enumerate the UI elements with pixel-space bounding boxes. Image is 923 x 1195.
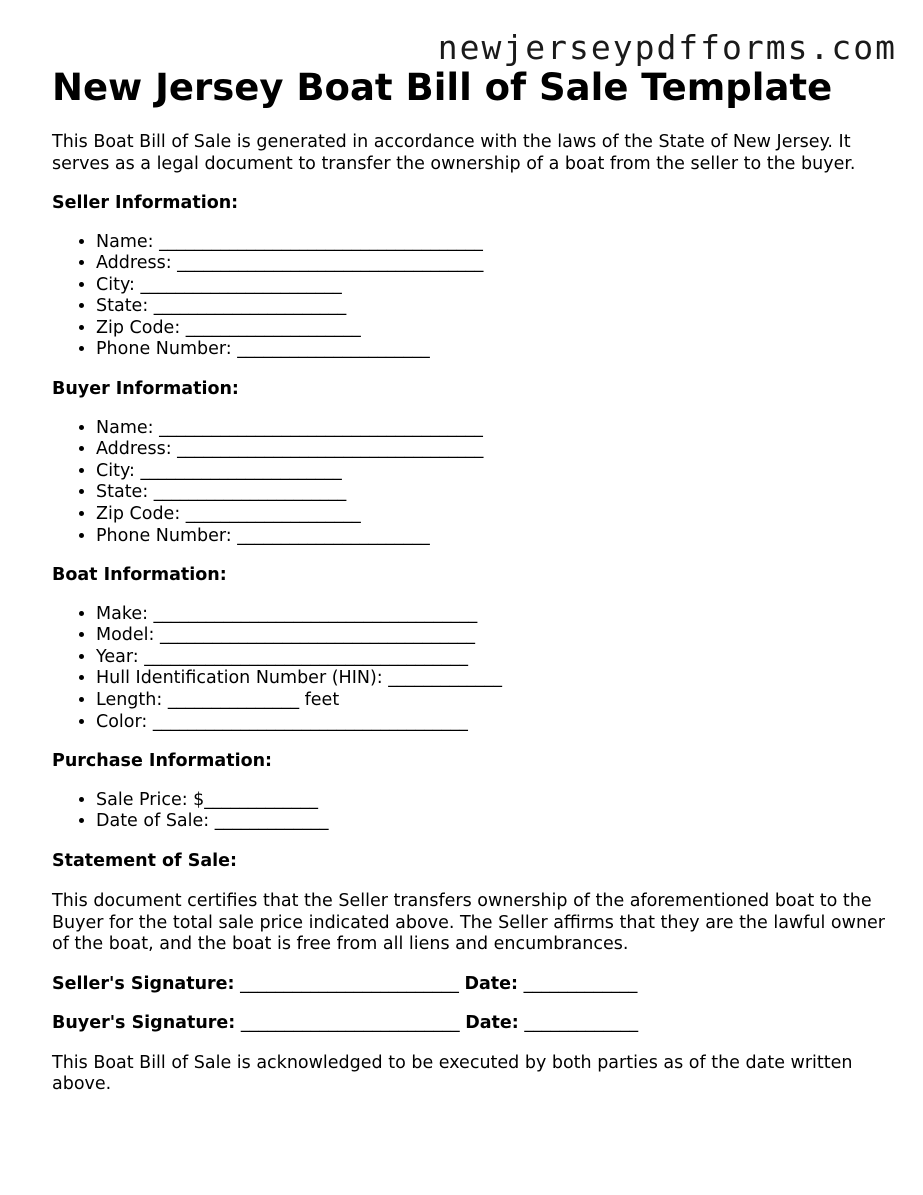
buyer-address-field[interactable]: • Address: ___________________________________	[96, 439, 892, 461]
watermark: newjerseypdfforms.com	[437, 28, 897, 67]
boat-hin-field[interactable]: • Hull Identification Number (HIN): _____________	[96, 668, 892, 690]
buyer-signature-label: Buyer's Signature:	[52, 1013, 236, 1034]
seller-city-field[interactable]: • City: _______________________	[96, 275, 892, 297]
seller-date-label: Date:	[464, 973, 519, 994]
boat-heading: Boat Information:	[52, 565, 227, 586]
seller-signature-label: Seller's Signature:	[52, 973, 235, 994]
boat-length-field[interactable]: • Length: _______________ feet	[96, 690, 892, 712]
statement-paragraph: This document certifies that the Seller transfers ownership of the aforementioned boat to the Buyer for the total sale price indicated above. The Seller affirms that they are the lawful owner of the boat, and the boat is free from all liens and encumbrances.	[52, 891, 885, 955]
boat-make-field[interactable]: • Make: _____________________________________	[96, 604, 892, 626]
boat-model-field[interactable]: • Model: ____________________________________	[96, 625, 892, 647]
statement-heading: Statement of Sale:	[52, 850, 238, 871]
boat-year-field[interactable]: • Year: _____________________________________	[96, 647, 892, 669]
buyer-heading: Buyer Information:	[52, 379, 239, 400]
seller-phone-field[interactable]: • Phone Number: ______________________	[96, 339, 892, 361]
seller-date-field[interactable]: _____________	[523, 973, 638, 994]
seller-zip-field[interactable]: • Zip Code: ____________________	[96, 318, 892, 340]
buyer-city-field[interactable]: • City: _______________________	[96, 461, 892, 483]
sale-date-field[interactable]: • Date of Sale: _____________	[96, 811, 892, 833]
intro-paragraph: This Boat Bill of Sale is generated in accordance with the laws of the State of New Jersey. It serves as a legal document to transfer the ownership of a boat from the seller to the buyer.	[52, 132, 856, 174]
seller-heading: Seller Information:	[52, 193, 239, 213]
boat-list	[52, 604, 892, 734]
buyer-signature-row	[52, 1013, 892, 1035]
buyer-date-field[interactable]: _____________	[524, 1013, 639, 1034]
closing-paragraph: This Boat Bill of Sale is acknowledged to be executed by both parties as of the date written above.	[52, 1052, 853, 1095]
seller-state-field[interactable]: • State: ______________________	[96, 296, 892, 318]
buyer-list	[52, 418, 892, 548]
buyer-state-field[interactable]: • State: ______________________	[96, 482, 892, 504]
purchase-heading: Purchase Information:	[52, 751, 273, 772]
buyer-phone-field[interactable]: • Phone Number: ______________________	[96, 526, 892, 548]
seller-signature-field[interactable]: _________________________	[240, 973, 459, 994]
buyer-signature-field[interactable]: _________________________	[240, 1013, 460, 1034]
seller-signature-row	[52, 974, 892, 996]
seller-list	[52, 232, 892, 362]
page-title: New Jersey Boat Bill of Sale Template	[52, 66, 833, 109]
document-page	[52, 64, 892, 1096]
boat-color-field[interactable]: • Color: ____________________________________	[96, 712, 892, 734]
seller-address-field[interactable]: • Address: ___________________________________	[96, 253, 892, 275]
buyer-date-label: Date:	[465, 1013, 519, 1034]
seller-name-field[interactable]: • Name: _____________________________________	[96, 232, 892, 254]
purchase-list	[52, 790, 892, 833]
buyer-name-field[interactable]: • Name: _____________________________________	[96, 418, 892, 440]
sale-price-field[interactable]: • Sale Price: $_____________	[96, 790, 892, 812]
buyer-zip-field[interactable]: • Zip Code: ____________________	[96, 504, 892, 526]
